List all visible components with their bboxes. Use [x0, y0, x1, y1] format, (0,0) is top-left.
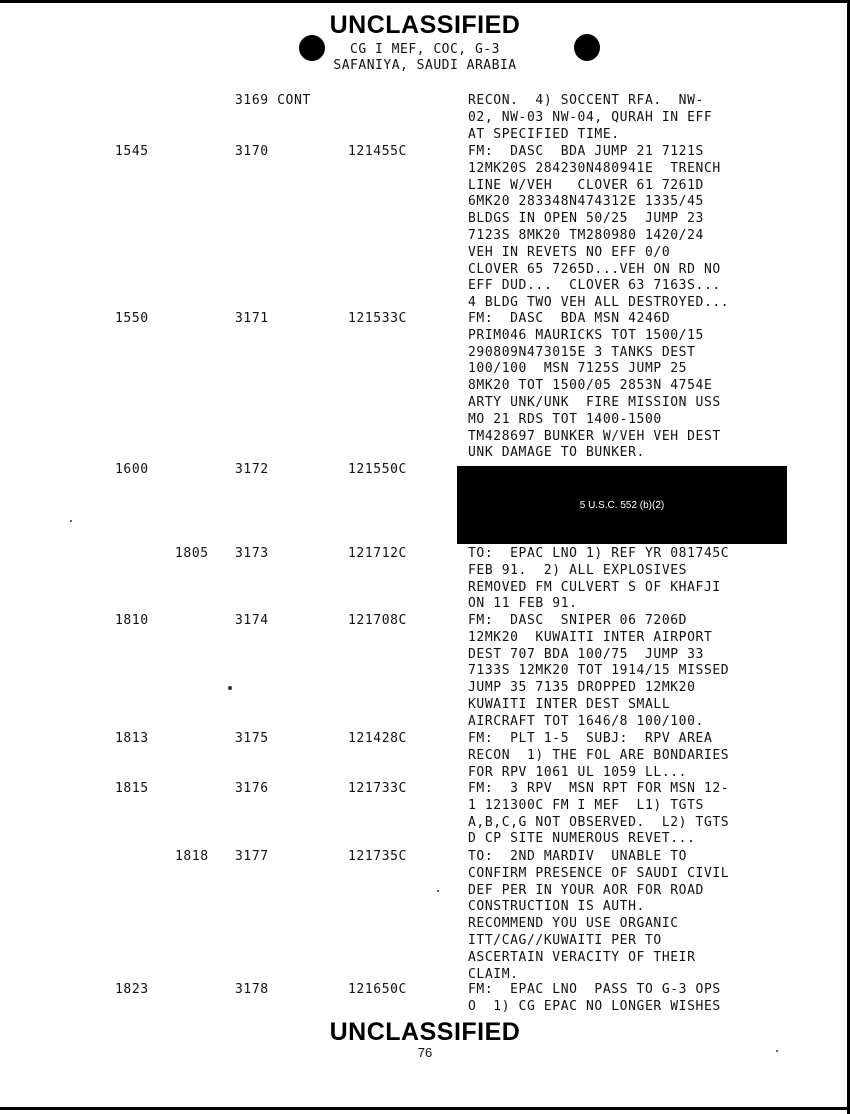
message-line: FOR RPV 1061 UL 1059 LL...: [468, 764, 688, 780]
message-line: 7133S 12MK20 TOT 1914/15 MISSED: [468, 663, 730, 679]
message-line: 290809N473015E 3 TANKS DEST: [468, 344, 696, 360]
entry-dtg: 121735C: [348, 849, 407, 864]
scan-speck: [437, 890, 439, 892]
message-line: RECON. 4) SOCCENT RFA. NW-: [468, 93, 704, 108]
message-line: DEST 707 BDA 100/75 JUMP 33: [468, 646, 704, 662]
message-line: VEH IN REVETS NO EFF 0/0: [468, 244, 671, 260]
message-line: D CP SITE NUMEROUS REVET...: [468, 831, 696, 847]
message-line: 8MK20 TOT 1500/05 2853N 4754E: [468, 378, 713, 394]
entry-message: [468, 781, 798, 848]
entry-in-time: 1805: [175, 546, 209, 561]
message-line: 7123S 8MK20 TM280980 1420/24: [468, 227, 704, 243]
message-line: ITT/CAG//KUWAITI PER TO: [468, 932, 662, 948]
scan-edge-top: [0, 0, 850, 3]
message-line: ASCERTAIN VERACITY OF THEIR: [468, 949, 696, 965]
entry-message: [468, 849, 798, 983]
entry-time: 1810: [115, 613, 149, 628]
message-line: 100/100 MSN 7125S JUMP 25: [468, 361, 688, 377]
message-line: FM: PLT 1-5 SUBJ: RPV AREA: [468, 731, 713, 746]
message-line: ON 11 FEB 91.: [468, 596, 578, 612]
message-line: BLDGS IN OPEN 50/25 JUMP 23: [468, 211, 704, 227]
entry-message: [468, 982, 798, 1016]
entry-number: 3170: [235, 144, 269, 159]
message-line: TO: 2ND MARDIV UNABLE TO: [468, 849, 688, 864]
message-line: TO: EPAC LNO 1) REF YR 081745C: [468, 546, 730, 561]
message-line: TM428697 BUNKER W/VEH VEH DEST: [468, 428, 721, 444]
entry-number: 3171: [235, 311, 269, 326]
entry-message: [468, 144, 798, 312]
entry-dtg: 121455C: [348, 144, 407, 159]
message-line: CLAIM.: [468, 966, 519, 982]
message-line: FM: DASC BDA MSN 4246D: [468, 311, 671, 326]
message-line: FM: DASC BDA JUMP 21 7121S: [468, 144, 704, 159]
entry-message: [468, 93, 798, 143]
entry-time: 1823: [115, 982, 149, 997]
entry-message: [468, 731, 798, 781]
entry-message: [468, 546, 798, 613]
message-line: EFF DUD... CLOVER 63 7163S...: [468, 278, 721, 294]
scan-edge-bottom: [0, 1107, 850, 1110]
redaction-label: 5 U.S.C. 552 (b)(2): [579, 499, 665, 511]
entry-number: 3177: [235, 849, 269, 864]
entry-message: [468, 613, 798, 731]
entry-in-time: 1818: [175, 849, 209, 864]
message-line: MO 21 RDS TOT 1400-1500: [468, 411, 662, 427]
entry-dtg: 121533C: [348, 311, 407, 326]
message-line: RECON 1) THE FOL ARE BONDARIES: [468, 747, 730, 763]
message-line: 1 121300C FM I MEF L1) TGTS: [468, 797, 704, 813]
message-line: O 1) CG EPAC NO LONGER WISHES: [468, 998, 721, 1014]
entry-time: 1545: [115, 144, 149, 159]
message-line: PRIM046 MAURICKS TOT 1500/15: [468, 327, 704, 343]
message-line: JUMP 35 7135 DROPPED 12MK20: [468, 680, 696, 696]
classification-top: UNCLASSIFIED: [329, 11, 521, 39]
message-line: FEB 91. 2) ALL EXPLOSIVES: [468, 562, 688, 578]
entry-dtg: 121550C: [348, 462, 407, 477]
entry-number: 3175: [235, 731, 269, 746]
scan-speck: [70, 520, 72, 522]
entry-time: 1815: [115, 781, 149, 796]
entry-number: 3172: [235, 462, 269, 477]
message-line: 12MK20S 284230N480941E TRENCH: [468, 160, 721, 176]
message-line: CONFIRM PRESENCE OF SAUDI CIVIL: [468, 865, 730, 881]
entry-number: 3178: [235, 982, 269, 997]
header-unit: CG I MEF, COC, G-3: [350, 42, 500, 57]
message-line: UNK DAMAGE TO BUNKER.: [468, 445, 645, 461]
message-line: 4 BLDG TWO VEH ALL DESTROYED...: [468, 295, 730, 311]
entry-time: 1550: [115, 311, 149, 326]
message-line: RECOMMEND YOU USE ORGANIC: [468, 916, 679, 932]
message-line: ARTY UNK/UNK FIRE MISSION USS: [468, 394, 721, 410]
message-line: AIRCRAFT TOT 1646/8 100/100.: [468, 713, 704, 729]
entry-number: 3174: [235, 613, 269, 628]
redaction-block: [457, 466, 787, 544]
message-line: REMOVED FM CULVERT S OF KHAFJI: [468, 579, 721, 595]
scan-speck: [228, 686, 232, 690]
message-line: A,B,C,G NOT OBSERVED. L2) TGTS: [468, 814, 730, 830]
message-line: CLOVER 65 7265D...VEH ON RD NO: [468, 261, 721, 277]
entry-message: [468, 311, 798, 462]
message-line: DEF PER IN YOUR AOR FOR ROAD: [468, 882, 704, 898]
page-number: 76: [417, 1045, 433, 1060]
message-line: LINE W/VEH CLOVER 61 7261D: [468, 177, 704, 193]
message-line: 6MK20 283348N474312E 1335/45: [468, 194, 704, 210]
entry-number: 3173: [235, 546, 269, 561]
entry-number: 3169 CONT: [235, 93, 311, 108]
message-line: AT SPECIFIED TIME.: [468, 126, 620, 142]
entry-time: 1600: [115, 462, 149, 477]
message-line: FM: 3 RPV MSN RPT FOR MSN 12-: [468, 781, 730, 796]
message-line: FM: EPAC LNO PASS TO G-3 OPS: [468, 982, 721, 997]
entry-dtg: 121712C: [348, 546, 407, 561]
classification-bottom: UNCLASSIFIED: [329, 1018, 521, 1046]
entry-dtg: 121708C: [348, 613, 407, 628]
entry-dtg: 121733C: [348, 781, 407, 796]
message-line: CONSTRUCTION IS AUTH.: [468, 899, 645, 915]
entry-time: 1813: [115, 731, 149, 746]
scan-speck: [776, 1050, 778, 1052]
entry-dtg: 121650C: [348, 982, 407, 997]
message-line: KUWAITI INTER DEST SMALL: [468, 696, 671, 712]
message-line: FM: DASC SNIPER 06 7206D: [468, 613, 688, 628]
message-line: 12MK20 KUWAITI INTER AIRPORT: [468, 629, 713, 645]
entry-number: 3176: [235, 781, 269, 796]
entry-dtg: 121428C: [348, 731, 407, 746]
message-line: 02, NW-03 NW-04, QURAH IN EFF: [468, 109, 713, 125]
header-location: SAFANIYA, SAUDI ARABIA: [333, 58, 517, 73]
